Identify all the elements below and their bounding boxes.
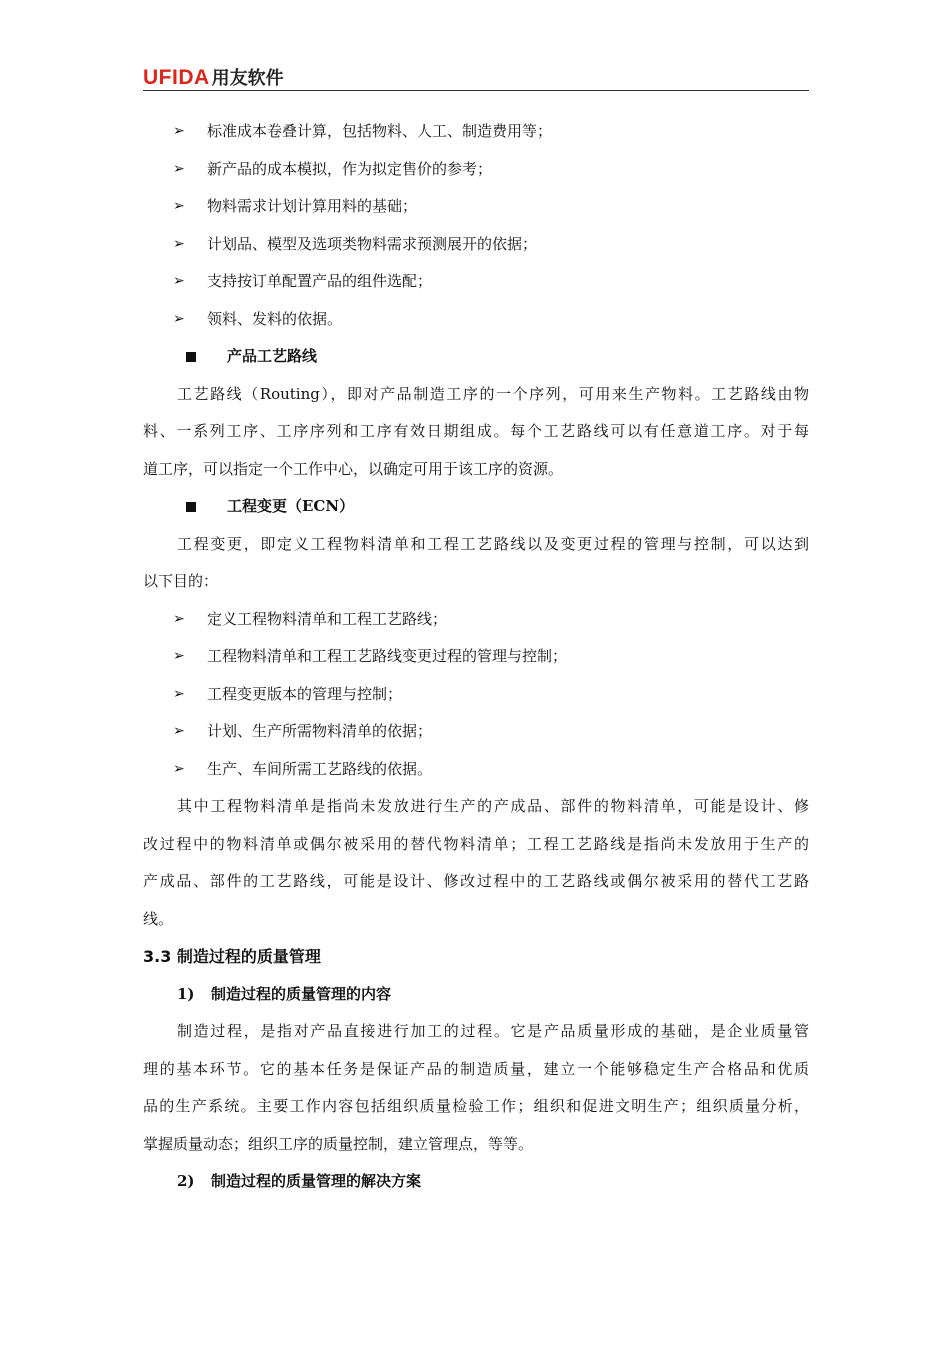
ecn-explanation-line: 线。 [143, 909, 174, 928]
routing-paragraph-line: 工艺路线（Routing），即对产品制造工序的一个序列，可用来生产物料。工艺路线由物 [177, 384, 809, 403]
list-item-text: 新产品的成本模拟，作为拟定售价的参考； [207, 159, 493, 178]
ecn-heading-text: 工程变更（ECN） [227, 497, 355, 515]
subsection-title: 制造过程的质量管理的解决方案 [211, 1172, 422, 1190]
list-item [143, 188, 809, 226]
page-header [143, 60, 809, 91]
list-item-text: 定义工程物料清单和工程工艺路线； [207, 609, 448, 628]
arrow-bullet-icon: ➢ [173, 723, 185, 739]
arrow-bullet-icon: ➢ [173, 235, 185, 252]
list-item-text: 工程物料清单和工程工艺路线变更过程的管理与控制； [207, 647, 568, 665]
list-item-text: 生产、车间所需工艺路线的依据。 [207, 759, 433, 778]
arrow-bullet-icon: ➢ [173, 123, 185, 139]
list-item [143, 713, 809, 751]
ufida-logo [143, 64, 284, 90]
list-item [143, 113, 809, 151]
subsection-heading-1 [143, 976, 809, 1014]
list-item-text: 计划、生产所需物料清单的依据； [207, 722, 433, 740]
square-bullet-icon [186, 352, 196, 362]
routing-paragraph-line: 料、一系列工序、工序序列和工序有效日期组成。每个工艺路线可以有任意道工序。对于每 [143, 422, 809, 440]
list-item [143, 151, 809, 189]
subsection-title: 制造过程的质量管理的内容 [211, 984, 392, 1003]
list-item-text: 工程变更版本的管理与控制； [207, 684, 403, 703]
list-item [143, 638, 809, 676]
arrow-bullet-icon: ➢ [173, 273, 185, 289]
list-item-text: 领料、发料的依据。 [207, 309, 343, 328]
logo-text-cn: 用友软件 [211, 68, 284, 89]
list-item-text: 支持按订单配置产品的组件选配； [207, 272, 433, 290]
ecn-paragraph-line: 工程变更，即定义工程物料清单和工程工艺路线以及变更过程的管理与控制，可以达到 [177, 534, 809, 553]
square-bullet-icon [186, 502, 196, 512]
list-item-text: 标准成本卷叠计算，包括物料、人工、制造费用等； [207, 122, 553, 140]
routing-paragraph-line: 道工序，可以指定一个工作中心，以确定可用于该工序的资源。 [143, 459, 564, 478]
ecn-explanation-line: 其中工程物料清单是指尚未发放进行生产的产成品、部件的物料清单，可能是设计、修 [177, 797, 809, 815]
list-item [143, 751, 809, 789]
quality-paragraph-line: 掌握质量动态；组织工序的质量控制，建立管理点，等等。 [143, 1134, 534, 1153]
arrow-bullet-icon: ➢ [173, 160, 185, 177]
ecn-heading [143, 488, 809, 526]
subsection-number: 2) [177, 1172, 195, 1190]
arrow-bullet-icon: ➢ [173, 310, 185, 327]
quality-paragraph-line: 理的基本环节。它的基本任务是保证产品的制造质量，建立一个能够稳定生产合格品和优质 [143, 1059, 809, 1078]
logo-text-en: UFIDA [143, 66, 210, 89]
arrow-bullet-icon: ➢ [173, 760, 185, 777]
ecn-explanation-line: 改过程中的物料清单或偶尔被采用的替代物料清单；工程工艺路线是指尚未发放用于生产的 [143, 834, 809, 853]
section-title: 3.3 制造过程的质量管理 [143, 947, 321, 966]
list-item [143, 226, 809, 264]
ecn-explanation-line: 产成品、部件的工艺路线，可能是设计、修改过程中的工艺路线或偶尔被采用的替代工艺路 [143, 872, 809, 890]
list-item-text: 计划品、模型及选项类物料需求预测展开的依据； [207, 234, 538, 253]
arrow-bullet-icon: ➢ [173, 648, 185, 664]
list-item [143, 263, 809, 301]
ecn-paragraph-line: 以下目的： [143, 572, 219, 590]
routing-heading [143, 338, 809, 376]
arrow-bullet-icon: ➢ [173, 685, 185, 702]
arrow-bullet-icon: ➢ [173, 198, 185, 214]
routing-heading-text: 产品工艺路线 [227, 347, 318, 365]
document-body [143, 113, 809, 1201]
list-item [143, 301, 809, 339]
list-item [143, 676, 809, 714]
subsection-number: 1) [177, 984, 195, 1003]
quality-paragraph-line: 品的生产系统。主要工作内容包括组织质量检验工作；组织和促进文明生产；组织质量分析， [143, 1097, 809, 1115]
list-item-text: 物料需求计划计算用料的基础； [207, 197, 418, 215]
list-item [143, 601, 809, 639]
arrow-bullet-icon: ➢ [173, 610, 185, 627]
quality-paragraph-line: 制造过程，是指对产品直接进行加工的过程。它是产品质量形成的基础，是企业质量管 [177, 1022, 809, 1040]
subsection-heading-2 [143, 1163, 809, 1201]
